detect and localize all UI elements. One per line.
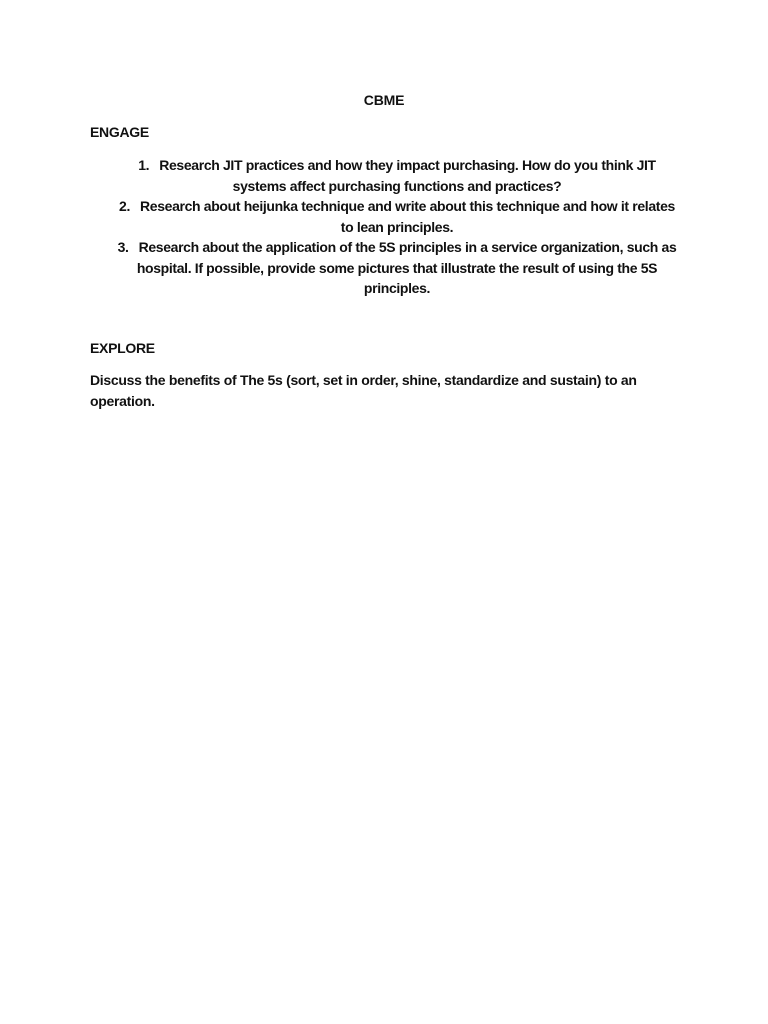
engage-item-3-text: Research about the application of the 5S principles in a service organization, such as hospital. If possible, provide some pictures that illustrate the result of using the 5S principles.: [136, 239, 677, 296]
engage-item-3-number: 3.: [117, 239, 129, 255]
engage-list: [112, 155, 682, 299]
engage-item-2-text: Research about heijunka technique and write about this technique and how it relates to lean principles.: [140, 198, 675, 235]
engage-item-1: [112, 155, 682, 196]
engage-item-3: [112, 237, 682, 299]
explore-paragraph: Discuss the benefits of The 5s (sort, set in order, shine, standardize and sustain) to an operation.: [90, 372, 637, 409]
engage-item-2: [112, 196, 682, 237]
explore-heading: EXPLORE: [90, 340, 155, 356]
engage-item-2-number: 2.: [119, 198, 131, 214]
engage-item-1-text: Research JIT practices and how they impact purchasing. How do you think JIT systems affect purchasing functions and practices?: [159, 157, 656, 194]
engage-heading: ENGAGE: [90, 124, 149, 140]
document-title: CBME: [363, 92, 405, 108]
engage-item-1-number: 1.: [138, 157, 150, 173]
